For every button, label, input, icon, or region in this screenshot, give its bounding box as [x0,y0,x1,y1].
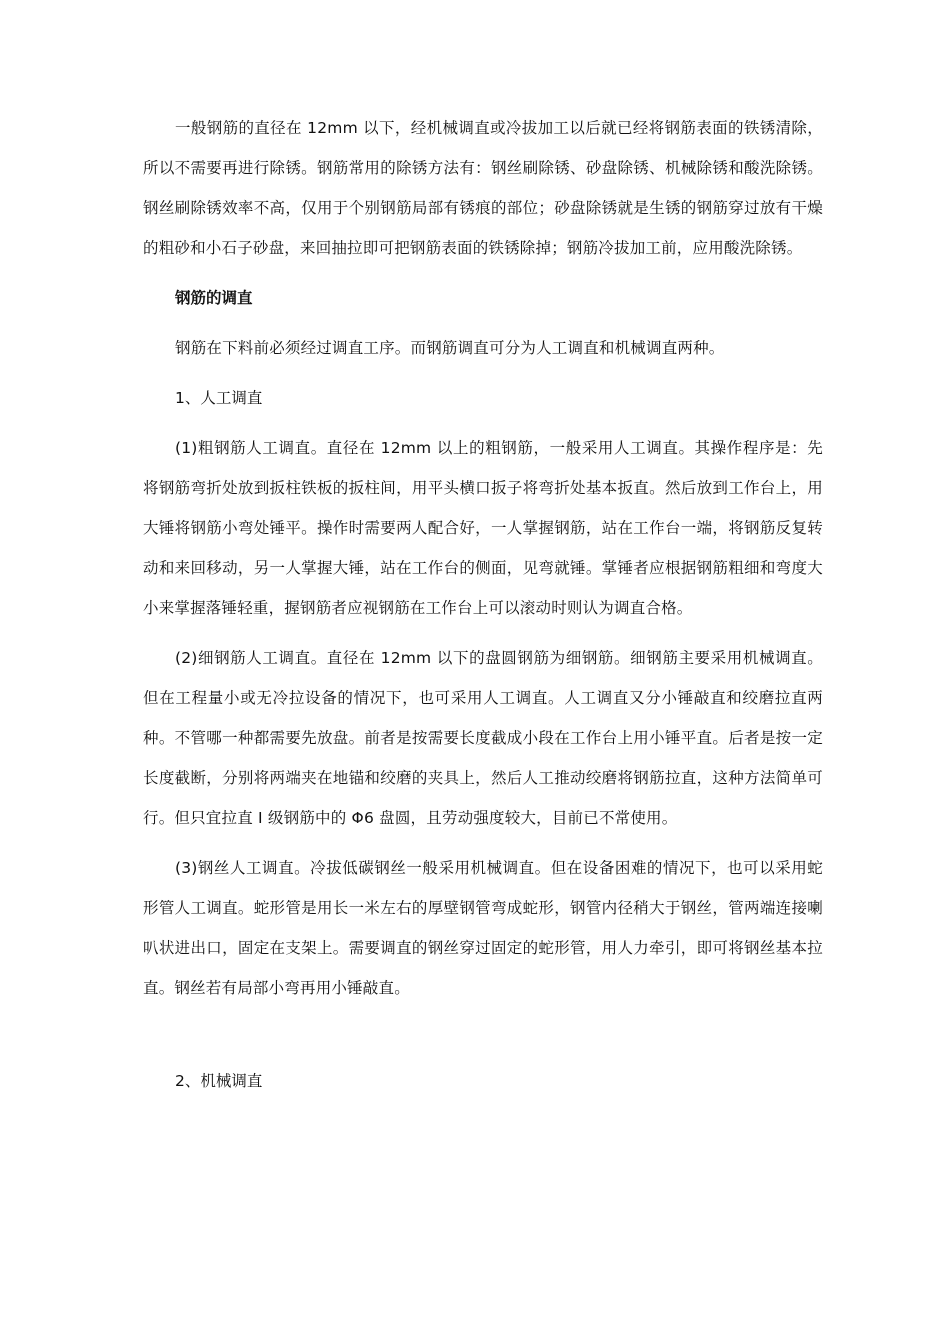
spacer [143,268,823,278]
spacer [143,628,823,638]
spacer [143,368,823,378]
spacer [143,318,823,328]
item1-paragraph-3: (3)钢丝人工调直。冷拔低碳钢丝一般采用机械调直。但在设备困难的情况下，也可以采用蛇形管人工调直。蛇形管是用长一米左右的厚壁钢管弯成蛇形，钢管内径稍大于钢丝，管两端连接喇叭状进出口，固定在支架上。需要调直的钢丝穿过固定的蛇形管，用人力牵引，即可将钢丝基本拉直。钢丝若有局部小弯再用小锤敲直。 [143,859,823,997]
item1-paragraph-1: (1)粗钢筋人工调直。直径在 12mm 以上的粗钢筋，一般采用人工调直。其操作程序是：先将钢筋弯折处放到扳柱铁板的扳柱间，用平头横口扳子将弯折处基本扳直。然后放到工作台上，用大锤将钢筋小弯处锤平。操作时需要两人配合好，一人掌握钢筋，站在工作台一端，将钢筋反复转动和来回移动，另一人掌握大锤，站在工作台的侧面，见弯就锤。掌锤者应根据钢筋粗细和弯度大小来掌握落锤轻重，握钢筋者应视钢筋在工作台上可以滚动时则认为调直合格。 [143,439,823,617]
spacer [143,418,823,428]
spacer [143,1008,823,1061]
item1-title: 1、人工调直 [175,389,263,407]
item2-title: 2、机械调直 [175,1072,263,1090]
item1-paragraph-2: (2)细钢筋人工调直。直径在 12mm 以下的盘圆钢筋为细钢筋。细钢筋主要采用机械调直。但在工程量小或无冷拉设备的情况下，也可采用人工调直。人工调直又分小锤敲直和绞磨拉直两种。不管哪一种都需要先放盘。前者是按需要长度截成小段在工作台上用小锤平直。后者是按一定长度截断，分别将两端夹在地锚和绞磨的夹具上，然后人工推动绞磨将钢筋拉直，这种方法简单可行。但只宜拉直 I 级钢筋中的 Φ6 盘圆，且劳动强度较大，目前已不常使用。 [143,649,823,827]
section-heading: 钢筋的调直 [175,289,253,307]
intro-paragraph: 一般钢筋的直径在 12mm 以下，经机械调直或冷拔加工以后就已经将钢筋表面的铁锈清除，所以不需要再进行除锈。钢筋常用的除锈方法有：钢丝刷除锈、砂盘除锈、机械除锈和酸洗除锈。钢丝刷除锈效率不高，仅用于个别钢筋局部有锈痕的部位；砂盘除锈就是生锈的钢筋穿过放有干燥的粗砂和小石子砂盘，来回抽拉即可把钢筋表面的铁锈除掉；钢筋冷拔加工前，应用酸洗除锈。 [143,119,823,257]
section-intro-paragraph: 钢筋在下料前必须经过调直工序。而钢筋调直可分为人工调直和机械调直两种。 [175,339,725,357]
document-page [143,108,823,1101]
spacer [143,838,823,848]
